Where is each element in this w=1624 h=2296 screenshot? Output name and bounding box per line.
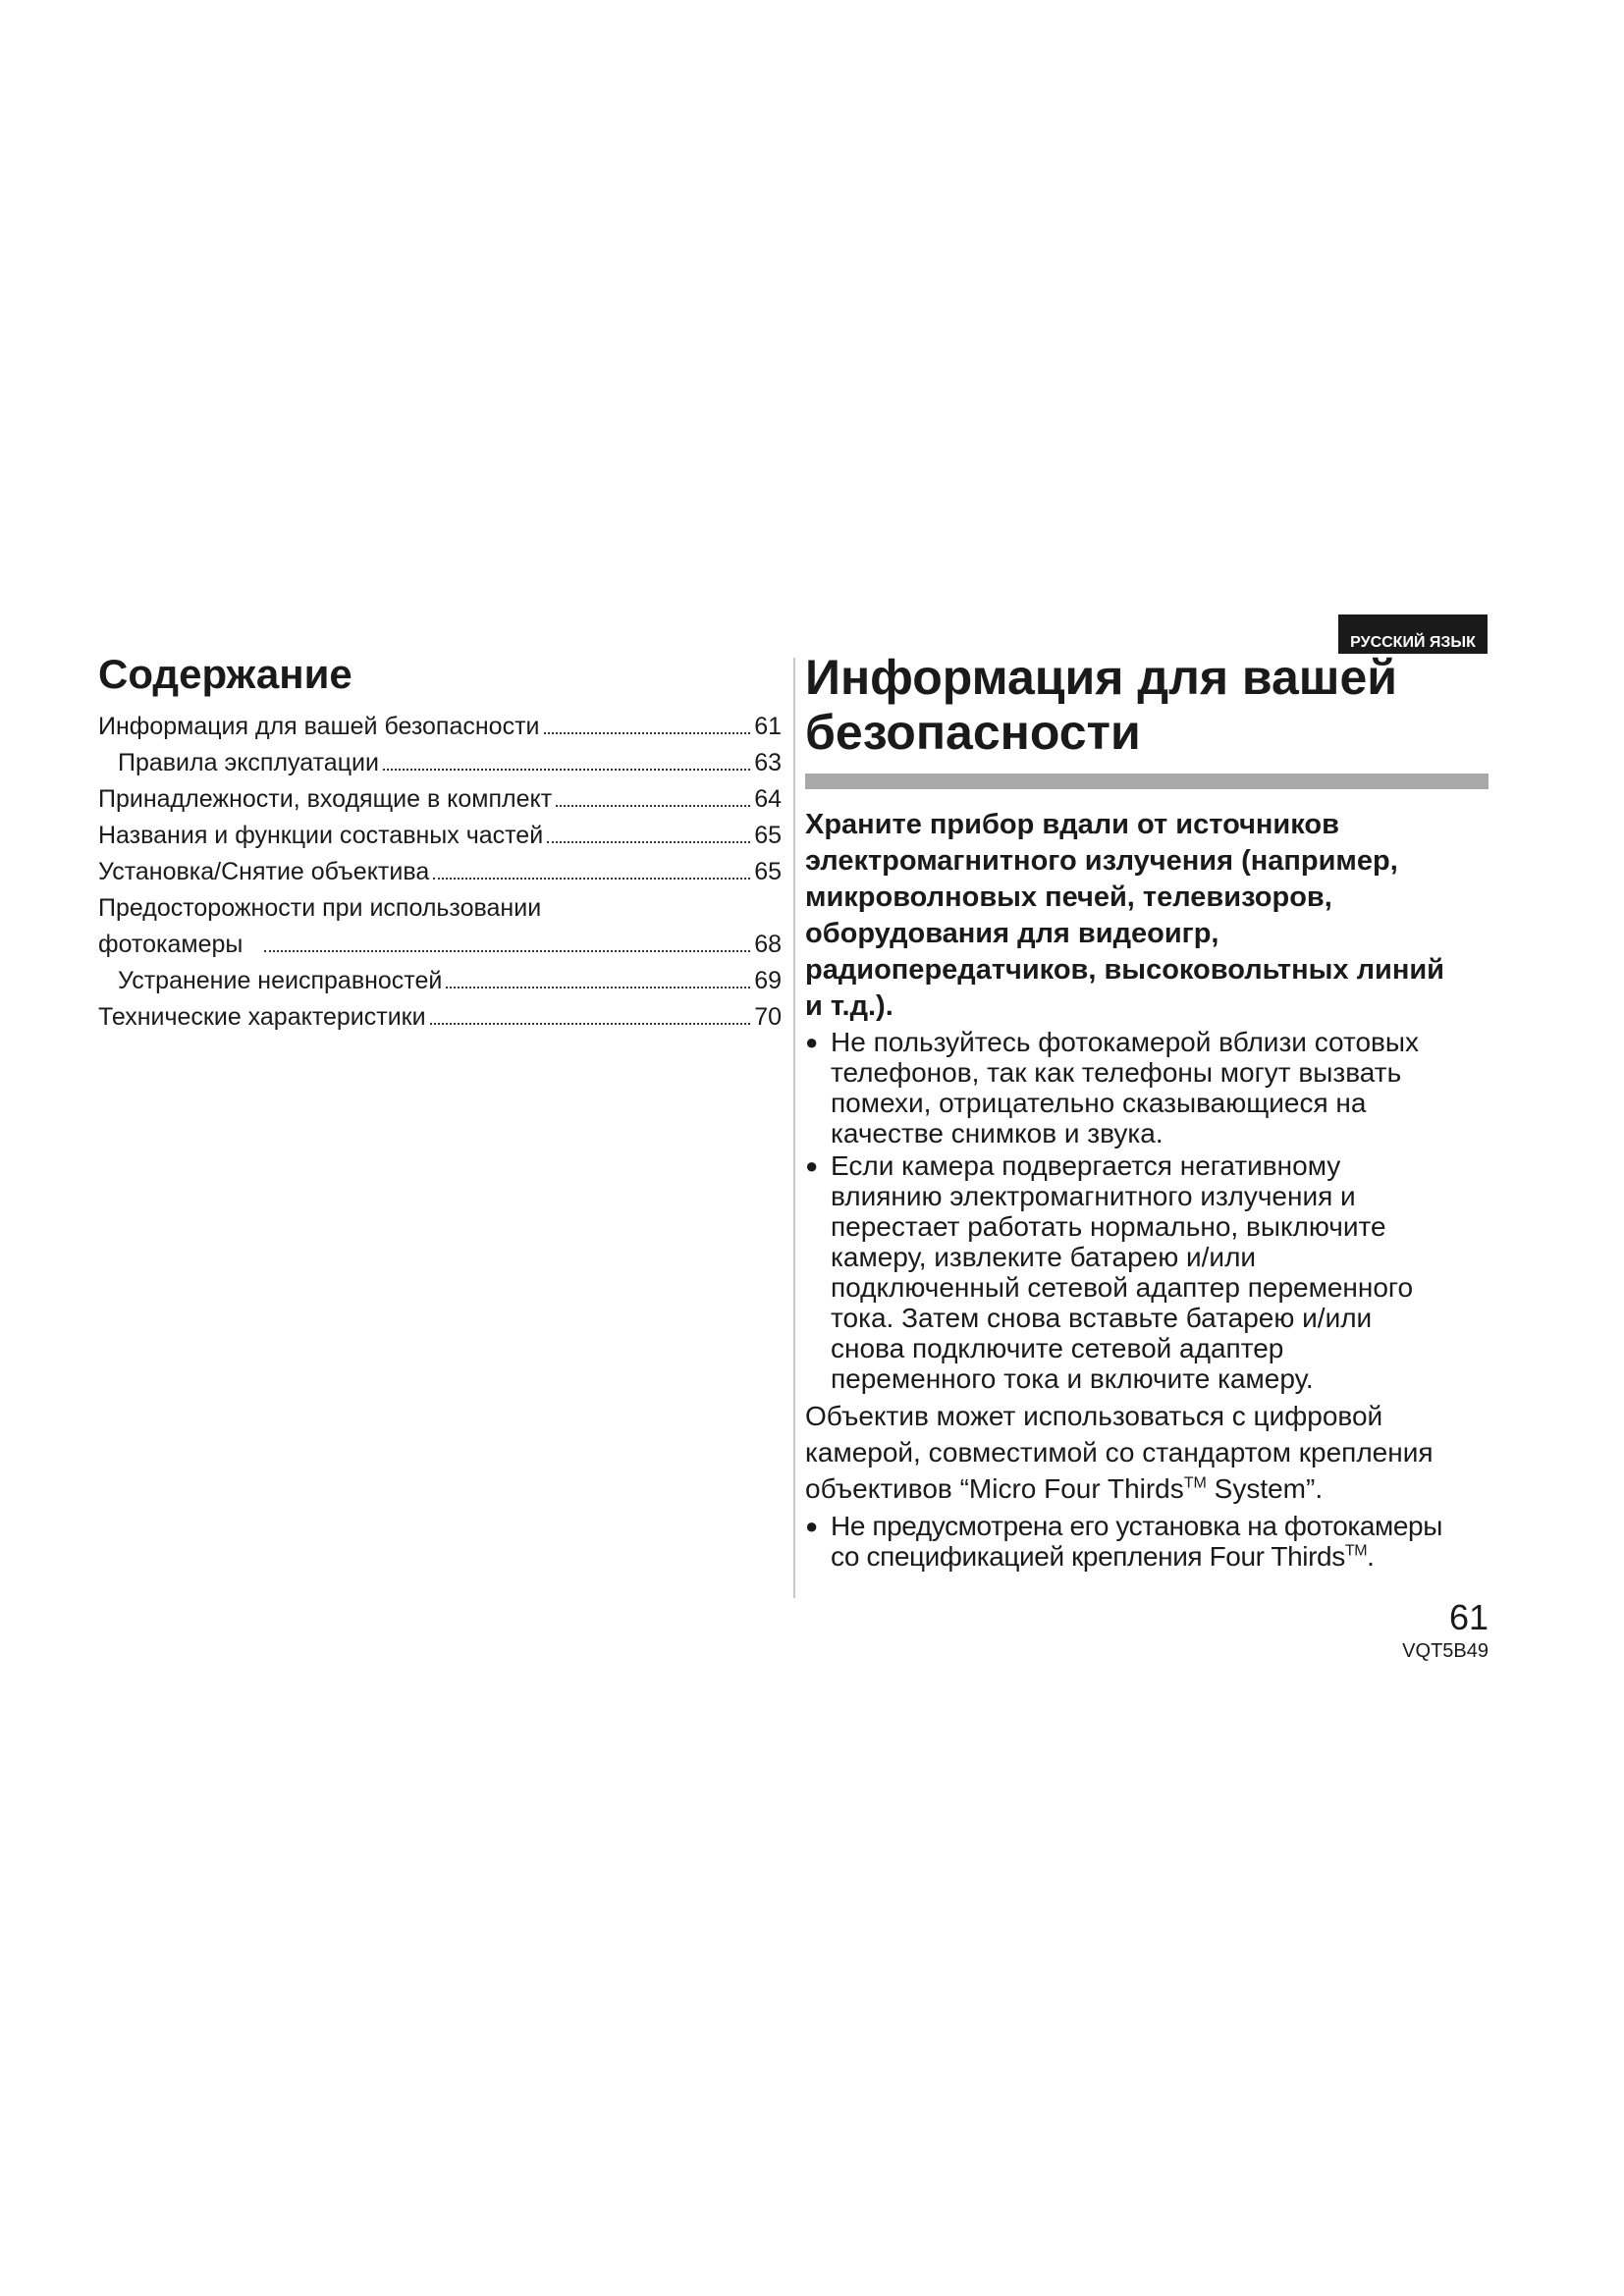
toc-entry bbox=[98, 927, 782, 963]
toc-entry-page: 65 bbox=[754, 858, 782, 885]
bullet-line: переменного тока и включите камеру. bbox=[831, 1363, 1314, 1394]
toc-entry bbox=[98, 745, 782, 781]
toc-leader bbox=[430, 1023, 751, 1025]
intro-paragraph bbox=[805, 807, 1489, 1025]
toc-entry bbox=[98, 709, 782, 745]
bullet-line: помехи, отрицательно сказывающиеся на bbox=[831, 1088, 1367, 1118]
toc-entry-text: Принадлежности, входящие в комплект bbox=[98, 785, 553, 813]
para-text: System”. bbox=[1206, 1473, 1324, 1504]
para-line bbox=[805, 1470, 1489, 1507]
toc-entry-page: 68 bbox=[754, 931, 782, 958]
toc-entry-text: Информация для вашей безопасности bbox=[98, 713, 540, 740]
bullet-item bbox=[805, 1027, 1489, 1148]
intro-line: оборудования для видеоигр, bbox=[805, 918, 1219, 949]
toc-entry bbox=[98, 963, 782, 999]
toc-entry-text: Технические характеристики bbox=[98, 1003, 426, 1031]
para-text: объективов “Micro Four Thirds bbox=[805, 1473, 1184, 1504]
safety-section bbox=[805, 650, 1489, 1574]
bullet-dot-icon: ● bbox=[805, 1514, 819, 1538]
toc-leader bbox=[433, 878, 750, 880]
toc-entry-text: Установка/Снятие объектива bbox=[98, 858, 430, 885]
bullet-line: телефонов, так как телефоны могут вызвать bbox=[831, 1057, 1402, 1088]
toc-entry-text: Правила эксплуатации bbox=[118, 749, 379, 776]
toc-entry bbox=[98, 818, 782, 854]
bullet-text bbox=[831, 1150, 1489, 1394]
intro-line: микроволновых печей, телевизоров, bbox=[805, 881, 1332, 913]
bullet-text-part: со спецификацией крепления Four Thirds bbox=[831, 1541, 1345, 1572]
intro-line: радиопередатчиков, высоковольтных линий bbox=[805, 954, 1444, 986]
trademark-mark: TM bbox=[1183, 1474, 1207, 1492]
column-divider bbox=[793, 658, 795, 1598]
toc-entry-text: Названия и функции составных частей bbox=[98, 822, 544, 849]
para-line: камерой, совместимой со стандартом крепления bbox=[805, 1437, 1434, 1468]
toc-leader bbox=[547, 841, 750, 843]
bullet-dot-icon: ● bbox=[805, 1030, 819, 1054]
bullet-line: тока. Затем снова вставьте батарею и/или bbox=[831, 1303, 1373, 1333]
bullet-text bbox=[831, 1027, 1489, 1148]
bullet-line: Если камера подвергается негативному bbox=[831, 1150, 1341, 1181]
bullet-line: перестает работать нормально, выключите bbox=[831, 1211, 1386, 1242]
toc-entry-page: 64 bbox=[754, 785, 782, 813]
document-code: VQT5B49 bbox=[1402, 1640, 1489, 1662]
toc-leader bbox=[446, 987, 750, 988]
toc-entry bbox=[98, 781, 782, 818]
section-title-line: Информация для вашей bbox=[805, 650, 1398, 705]
bullet-text-part: . bbox=[1367, 1541, 1375, 1572]
toc-entry-page: 63 bbox=[754, 749, 782, 776]
toc-leader bbox=[383, 769, 750, 771]
bullet-line: Не предусмотрена его установка на фотокамеры bbox=[831, 1511, 1442, 1541]
section-title-line: безопасности bbox=[805, 705, 1141, 760]
intro-line: Храните прибор вдали от источников bbox=[805, 809, 1339, 840]
toc-leader bbox=[544, 732, 751, 734]
toc-entry bbox=[98, 854, 782, 890]
page-number: 61 bbox=[1448, 1597, 1489, 1637]
toc-entry-text: фотокамеры bbox=[98, 931, 244, 958]
toc-entry-text: Устранение неисправностей bbox=[118, 967, 443, 994]
language-badge: РУССКИЙ ЯЗЫК bbox=[1338, 614, 1488, 654]
bullet-item bbox=[805, 1150, 1489, 1394]
toc-entry-page: 61 bbox=[754, 713, 782, 740]
bullet-text bbox=[831, 1511, 1489, 1572]
toc-leader bbox=[264, 950, 750, 952]
table-of-contents bbox=[98, 650, 782, 1036]
title-underline-bar bbox=[805, 774, 1489, 789]
intro-line: и т.д.). bbox=[805, 990, 893, 1022]
toc-entry-page: 65 bbox=[754, 822, 782, 849]
toc-leader bbox=[556, 805, 750, 807]
bullet-line: подключенный сетевой адаптер переменного bbox=[831, 1272, 1414, 1303]
trademark-mark: TM bbox=[1344, 1542, 1368, 1560]
bullet-line: камеру, извлеките батарею и/или bbox=[831, 1242, 1257, 1272]
bullet-dot-icon: ● bbox=[805, 1153, 819, 1178]
bullet-line bbox=[831, 1541, 1489, 1572]
lens-compat-paragraph bbox=[805, 1398, 1489, 1507]
toc-title: Содержание bbox=[98, 651, 352, 697]
bullet-line: влиянию электромагнитного излучения и bbox=[831, 1181, 1356, 1211]
para-line: Объектив может использоваться с цифровой bbox=[805, 1401, 1383, 1431]
bullet-item bbox=[805, 1511, 1489, 1572]
toc-entry bbox=[98, 999, 782, 1036]
section-title bbox=[805, 650, 1489, 760]
bullet-line: Не пользуйтесь фотокамерой вблизи сотовых bbox=[831, 1027, 1420, 1057]
toc-entry-text: Предосторожности при использовании bbox=[98, 894, 542, 922]
intro-line: электромагнитного излучения (например, bbox=[805, 845, 1398, 877]
bullet-line: снова подключите сетевой адаптер bbox=[831, 1333, 1284, 1363]
toc-entry-page: 70 bbox=[754, 1003, 782, 1031]
bullet-line: качестве снимков и звука. bbox=[831, 1118, 1164, 1148]
toc-entry-page: 69 bbox=[754, 967, 782, 994]
